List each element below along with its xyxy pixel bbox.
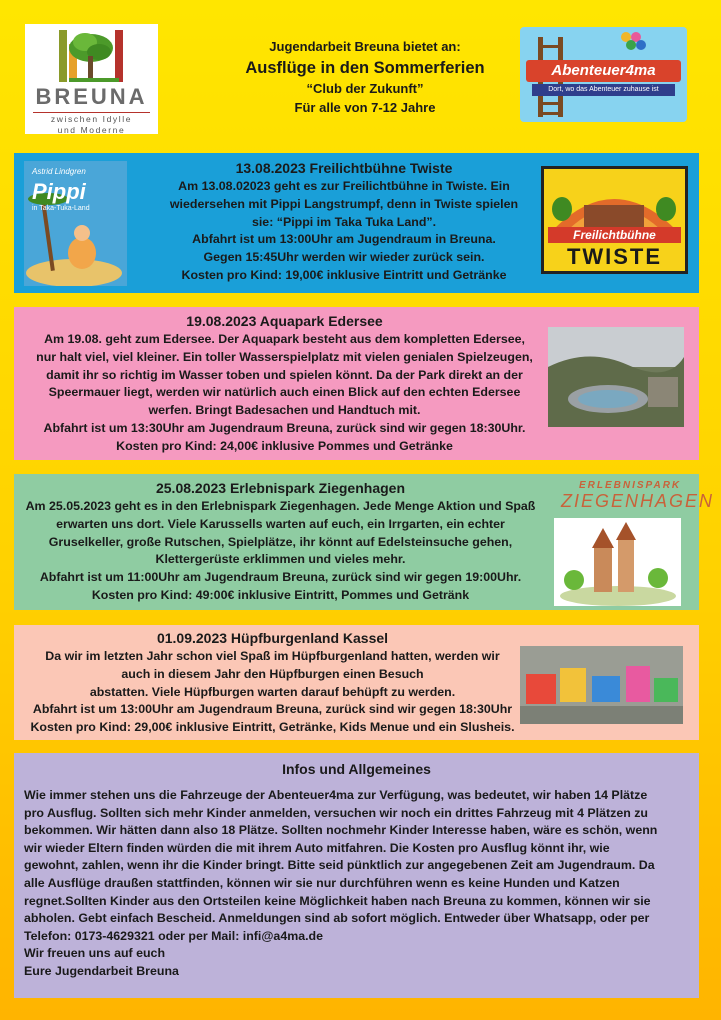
trip-line: nur halt viel, viel kleiner. Ein toller Wasserspielplatz mit vielen genialen Spielzeugen,	[36, 349, 533, 364]
trip-line: erwarten uns dort. Viele Karussells warten auf euch, ein Irrgarten, ein echter	[56, 516, 505, 531]
book-author: Astrid Lindgren	[32, 167, 86, 176]
info-title: Infos und Allgemeines	[282, 761, 431, 777]
header-club: “Club der Zukunft”	[306, 81, 424, 96]
header-line-1: Jugendarbeit Breuna bietet an:	[269, 39, 461, 54]
abenteuer4ma-logo	[520, 27, 687, 122]
trip-line: Gruselkeller, große Rutschen, Spielplätze, ihr könnt auf Edelsteinsuche gehen,	[48, 534, 513, 549]
ziegenhagen-illustration	[554, 518, 681, 606]
trip-line: Kosten pro Kind: 24,00€ inklusive Pommes und Getränke	[116, 438, 453, 453]
book-subtitle: in Taka-Tuka-Land	[32, 205, 90, 212]
logo-divider	[33, 112, 150, 113]
trip-line: auch in diesem Jahr den Hüpfburgen einen Besuch	[121, 666, 424, 681]
ziegenhagen-logo-line1: ERLEBNISPARK	[579, 480, 682, 491]
header-title: Ausflüge in den Sommerferien	[245, 59, 485, 77]
trip-title: 19.08.2023 Aquapark Edersee	[186, 313, 383, 329]
twiste-logo	[541, 166, 688, 274]
flyer-header	[0, 0, 721, 145]
book-title: Pippi	[32, 179, 86, 204]
pippi-book-cover	[24, 161, 127, 286]
tagline-line-1: zwischen Idylle	[50, 114, 133, 124]
trip-line: wiedersehen mit Pippi Langstrumpf, denn in Twiste spielen	[169, 196, 519, 211]
trip-panel-edersee	[14, 307, 699, 460]
aquapark-photo	[548, 327, 684, 427]
breuna-tagline	[25, 114, 158, 136]
breuna-logo	[25, 24, 158, 134]
trip-line: Abfahrt ist um 11:00Uhr am Jugendraum Breuna, zurück sind wir gegen 19:00Uhr.	[39, 570, 522, 585]
trip-content	[20, 628, 525, 737]
trip-line: damit ihr so richtig im Wasser toben und spielen könnt. Da der Park direkt an der	[46, 367, 523, 382]
trip-title: 01.09.2023 Hüpfburgenland Kassel	[156, 630, 389, 646]
ziegenhagen-logo-line2: ZIEGENHAGEN	[561, 491, 715, 511]
trip-content	[154, 158, 534, 285]
trip-line: Da wir im letzten Jahr schon viel Spaß im Hüpfburgenland hatten, werden wir	[45, 649, 500, 663]
trip-content	[22, 311, 547, 456]
trip-line: Abfahrt ist um 13:00Uhr am Jugendraum Breuna, zurück sind wir gegen 18:30Uhr	[32, 702, 513, 717]
trip-panel-twiste	[14, 153, 699, 293]
trip-panel-huepfburgenland	[14, 625, 699, 740]
trip-line: Speermauer liegt, werden wir natürlich auch einen Blick auf den echten Edersee	[48, 385, 521, 400]
info-text: Wie immer stehen uns die Fahrzeuge der Abenteuer4ma zur Verfügung, was bedeutet, wir haben 14 Plätze pro Ausflug. Sollten sich mehr Kinder anmelden, versuchen wir noch ein drittes Fahrzeug mit 4 Plätzen zu bekommen. Wir hätten dann also 18 Plätze. Sollten nochmehr Kinder Interesse haben, wäre es schön, wenn wir wieder Eltern finden würden die mit ihrem Auto mitfahren. Die Kosten pro Ausflug könnt ihr, wie gewohnt, zahlen, wenn ihr die Kinder bringt. Bitte seid pünktlich zur angegebenen Zeit am Jugendraum. Da alle Ausflüge draußen stattfinden, können wir sie nur durchführen wenn es keine Hunden und Katzen regnet.Sollten Kinder aus den Ortsteilen keine Möglichkeit haben nach Breuna zu kommen, können wir sie abholen. Gebt einfach Bescheid. Anmeldungen sind ab sofort möglich. Entweder über Whatsapp, oder per Telefon: 0173-4629321 oder per Mail: infi@a4ma.de Wir freuen uns auf euch Eure Jugendarbeit Breuna	[24, 788, 658, 978]
twiste-logo-line1: Freilichtbühne	[548, 227, 681, 243]
castle-icon	[554, 518, 681, 606]
abenteuer4ma-subtitle: Dort, wo das Abenteuer zuhause ist	[532, 84, 675, 96]
trip-content	[18, 478, 543, 605]
trip-line: Abfahrt ist um 13:30Uhr am Jugendraum Breuna, zurück sind wir gegen 18:30Uhr.	[43, 420, 526, 435]
trip-line: abstatten. Viele Hüpfburgen warten darauf behüpft zu werden.	[89, 684, 456, 699]
aquapark-image	[548, 327, 684, 427]
trip-title: 13.08.2023 Freilichtbühne Twiste	[235, 160, 453, 176]
header-text	[170, 38, 560, 118]
trip-panel-ziegenhagen	[14, 474, 715, 610]
tree-icon	[55, 28, 127, 84]
trip-line: Am 25.05.2023 geht es in den Erlebnispark Ziegenhagen. Jede Menge Aktion und Spaß	[25, 499, 536, 513]
header-age: Für alle von 7-12 Jahre	[294, 100, 436, 115]
trip-line: werfen. Bringt Badesachen und Handtuch mit.	[148, 403, 421, 418]
trip-line: Am 19.08. geht zum Edersee. Der Aquapark besteht aus dem kompletten Edersee,	[44, 332, 525, 346]
huepfburgen-photo	[520, 646, 683, 724]
trip-line: Kosten pro Kind: 19,00€ inklusive Eintritt und Getränke	[181, 267, 507, 282]
trip-line: Gegen 15:45Uhr werden wir wieder zurück sein.	[203, 250, 485, 265]
ziegenhagen-logo	[559, 480, 715, 512]
info-panel	[14, 753, 699, 998]
trip-line: Am 13.08.02023 geht es zur Freilichtbühne in Twiste. Ein	[178, 179, 510, 193]
bouncy-castles-image	[520, 646, 683, 724]
twiste-logo-line2: TWISTE	[566, 244, 663, 269]
tagline-line-2: und Moderne	[57, 125, 126, 135]
trip-line: Kosten pro Kind: 49:00€ inklusive Eintritt, Pommes und Getränk	[91, 587, 470, 602]
trip-line: Kosten pro Kind: 29,00€ inklusive Eintritt, Getränke, Kids Menue und ein Slusheis.	[30, 720, 515, 735]
trip-line: sie: “Pippi im Taka Tuka Land”.	[251, 214, 437, 229]
abenteuer4ma-title: Abenteuer4ma	[526, 60, 681, 82]
trip-title: 25.08.2023 Erlebnispark Ziegenhagen	[155, 480, 405, 496]
breuna-wordmark: BREUNA	[35, 84, 148, 109]
trip-line: Abfahrt ist um 13:00Uhr am Jugendraum in Breuna.	[192, 232, 496, 247]
trip-line: Klettergerüste erklimmen und vieles mehr.	[155, 552, 406, 567]
